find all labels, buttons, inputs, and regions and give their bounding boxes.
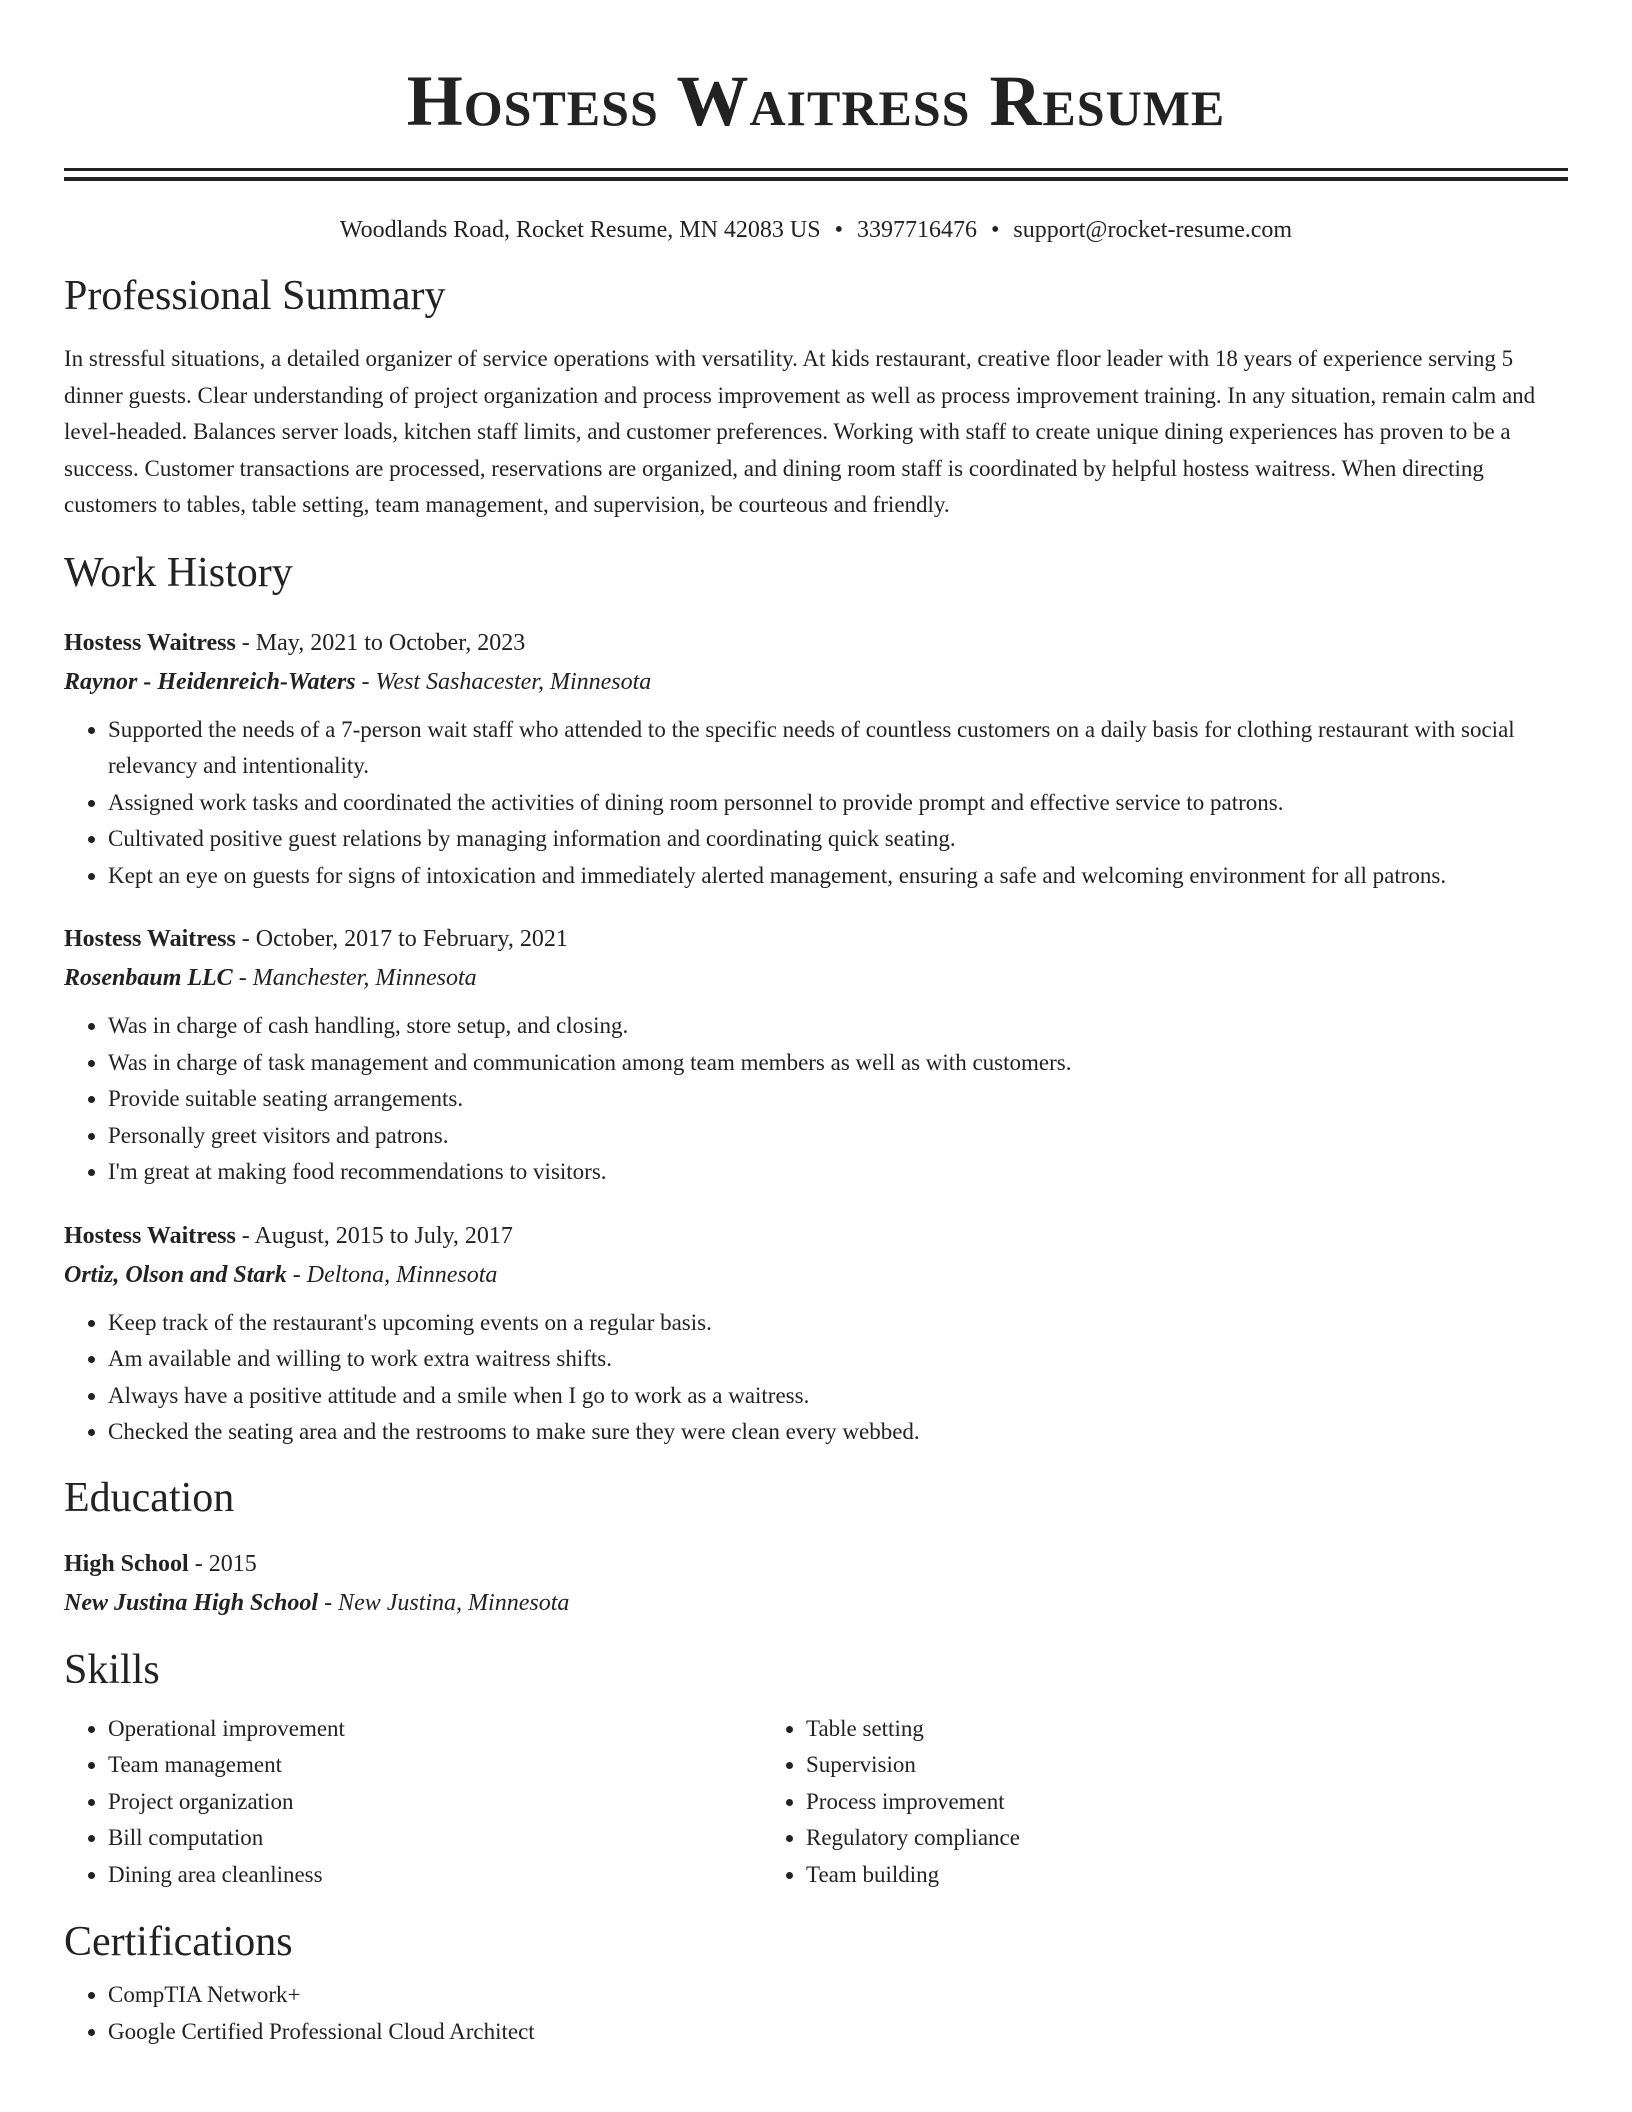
list-item: • Always have a positive attitude and a smile when I go to work as a waitress.	[108, 1378, 1568, 1415]
list-item: • Keep track of the restaurant's upcoming events on a regular basis.	[108, 1305, 1568, 1342]
job-duties-list	[64, 712, 1568, 895]
education-school-line	[64, 1584, 1568, 1623]
job-dates: - October, 2017 to February, 2021	[235, 926, 568, 952]
education-year: - 2015	[188, 1550, 257, 1577]
job-title-line	[64, 1217, 1568, 1256]
list-item: • Assigned work tasks and coordinated the activities of dining room personnel to provide prompt and effective service to patrons.	[108, 785, 1568, 822]
certifications-list	[64, 1977, 1568, 2050]
certification-item: • CompTIA Network+	[108, 1977, 1568, 2014]
resume-page	[64, 0, 1568, 2050]
education-degree: High School	[64, 1550, 189, 1577]
skill-item: • Regulatory compliance	[806, 1820, 1504, 1857]
job-location: - Deltona, Minnesota	[286, 1261, 498, 1288]
contact-separator: •	[991, 217, 1000, 243]
job-company-line	[64, 1256, 1568, 1295]
list-item: • Kept an eye on guests for signs of intoxication and immediately alerted management, ensuring a safe and welcoming environment for all patrons.	[108, 858, 1568, 895]
job-entry	[64, 920, 1568, 1191]
job-company: Ortiz, Olson and Stark	[64, 1261, 287, 1288]
job-title: Hostess Waitress	[64, 629, 236, 656]
job-company: Raynor - Heidenreich-Waters	[64, 668, 356, 695]
certification-item: • Google Certified Professional Cloud Architect	[108, 2014, 1568, 2051]
list-item: • Provide suitable seating arrangements.	[108, 1081, 1568, 1118]
section-heading-education: Education	[64, 1474, 235, 1521]
job-company-line	[64, 663, 1568, 702]
list-item: • Cultivated positive guest relations by managing information and coordinating quick seating.	[108, 821, 1568, 858]
job-duties-list	[64, 1008, 1568, 1191]
skill-item: • Table setting	[806, 1711, 1504, 1748]
job-title-line	[64, 624, 1568, 663]
contact-email: support@rocket-resume.com	[1013, 217, 1293, 243]
skill-item: • Process improvement	[806, 1784, 1504, 1821]
education-school: New Justina High School	[64, 1589, 319, 1616]
contact-phone: 3397716476	[857, 217, 977, 243]
section-heading-work-history: Work History	[64, 549, 293, 596]
list-item: • Personally greet visitors and patrons.	[108, 1118, 1568, 1155]
job-company: Rosenbaum LLC	[64, 965, 233, 991]
education-location: - New Justina, Minnesota	[318, 1589, 570, 1616]
summary-text: In stressful situations, a detailed organizer of service operations with versatility. At kids restaurant, creative floor leader with 18 years of experience serving 5 dinner guests. Clear understanding of project organization and process improvement as well as process improvement training. In any situation, remain calm and level-headed. Balances server loads, kitchen staff limits, and customer preferences. Working with staff to create unique dining experiences has proven to be a success. Customer transactions are processed, reservations are organized, and dining room staff is coordinated by helpful hostess waitress. When directing customers to tables, table setting, team management, and supervision, be courteous and friendly.	[64, 346, 1536, 517]
job-title: Hostess Waitress	[64, 926, 236, 952]
skills-grid	[64, 1711, 1568, 1894]
job-location: - Manchester, Minnesota	[232, 965, 477, 991]
skill-item: • Project organization	[108, 1784, 762, 1821]
job-location: - West Sashacester, Minnesota	[355, 668, 652, 695]
resume-title: Hostess Waitress Resume	[406, 61, 1226, 141]
job-company-line	[64, 959, 1568, 998]
skill-item: • Supervision	[806, 1747, 1504, 1784]
skills-list-right	[762, 1711, 1504, 1894]
education-degree-line	[64, 1545, 1568, 1584]
section-heading-skills: Skills	[64, 1646, 160, 1693]
contact-line	[64, 215, 1568, 245]
skill-item: • Bill computation	[108, 1820, 762, 1857]
job-entry	[64, 624, 1568, 895]
list-item: • Supported the needs of a 7-person wait staff who attended to the specific needs of countless customers on a daily basis for clothing restaurant with social relevancy and intentionality.	[108, 712, 1568, 785]
list-item: • Am available and willing to work extra waitress shifts.	[108, 1341, 1568, 1378]
skill-item: • Operational improvement	[108, 1711, 762, 1748]
skills-list-left	[64, 1711, 762, 1894]
education-entry	[64, 1545, 1568, 1623]
skill-item: • Dining area cleanliness	[108, 1857, 762, 1894]
skill-item: • Team building	[806, 1857, 1504, 1894]
title-divider-thin	[64, 177, 1568, 181]
contact-separator: •	[834, 217, 843, 243]
list-item: • Checked the seating area and the restrooms to make sure they were clean every webbed.	[108, 1414, 1568, 1451]
list-item: • I'm great at making food recommendations to visitors.	[108, 1154, 1568, 1191]
list-item: • Was in charge of cash handling, store setup, and closing.	[108, 1008, 1568, 1045]
job-dates: - August, 2015 to July, 2017	[235, 1222, 513, 1249]
skill-item: • Team management	[108, 1747, 762, 1784]
job-dates: - May, 2021 to October, 2023	[235, 629, 526, 656]
section-heading-certifications: Certifications	[64, 1919, 293, 1965]
job-entry	[64, 1217, 1568, 1451]
job-title: Hostess Waitress	[64, 1222, 236, 1249]
job-title-line	[64, 920, 1568, 959]
section-heading-summary: Professional Summary	[64, 273, 446, 319]
contact-address: Woodlands Road, Rocket Resume, MN 42083 US	[339, 217, 821, 243]
job-duties-list	[64, 1305, 1568, 1451]
list-item: • Was in charge of task management and communication among team members as well as with customers.	[108, 1045, 1568, 1082]
